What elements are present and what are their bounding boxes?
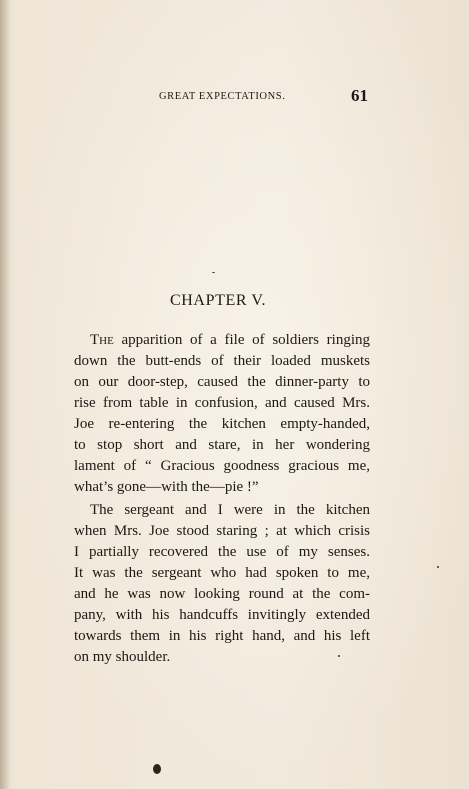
paragraph-1-line-5: Joe re-entering the kitchen empty-handed, bbox=[74, 416, 370, 432]
paper-speck bbox=[338, 655, 340, 657]
paragraph-1-line-1 bbox=[90, 330, 370, 350]
page-number: 61 bbox=[351, 86, 368, 105]
paragraph-1-line-8: what’s gone—with the—pie !” bbox=[74, 479, 259, 495]
running-head: GREAT EXPECTATIONS. bbox=[159, 91, 286, 102]
paragraph-2-line-3: I partially recovered the use of my senses. bbox=[74, 544, 370, 560]
paragraph-1-line-1-text: apparition of a file of soldiers ringing bbox=[113, 332, 370, 348]
ink-blot bbox=[153, 764, 161, 774]
paragraph-1-line-2: down the butt-ends of their loaded muskets bbox=[74, 353, 370, 369]
paragraph-2-line-1: The sergeant and I were in the kitchen bbox=[90, 502, 370, 518]
paragraph-2-line-5: and he was now looking round at the com- bbox=[74, 586, 370, 602]
paragraph-2-line-2: when Mrs. Joe stood staring ; at which crisis bbox=[74, 523, 370, 539]
paragraph-2-line-6: pany, with his handcuffs invitingly extended bbox=[74, 607, 370, 623]
paper-speck bbox=[212, 272, 215, 273]
paragraph-1-line-3: on our door-step, caused the dinner-party to bbox=[74, 374, 370, 390]
spine-shadow bbox=[0, 0, 10, 789]
chapter-title: CHAPTER V. bbox=[170, 292, 267, 309]
paragraph-2-line-8: on my shoulder. bbox=[74, 649, 171, 665]
paragraph-1-line-6: to stop short and stare, in her wondering bbox=[74, 437, 370, 453]
paragraph-1-line-7: lament of “ Gracious goodness gracious me, bbox=[74, 458, 370, 474]
drop-lead-word: The bbox=[90, 332, 114, 348]
paper-speck bbox=[437, 566, 439, 568]
paragraph-2-line-7: towards them in his right hand, and his left bbox=[74, 628, 370, 644]
paragraph-2-line-4: It was the sergeant who had spoken to me, bbox=[74, 565, 370, 581]
paragraph-1-line-4: rise from table in confusion, and caused Mrs. bbox=[74, 395, 370, 411]
